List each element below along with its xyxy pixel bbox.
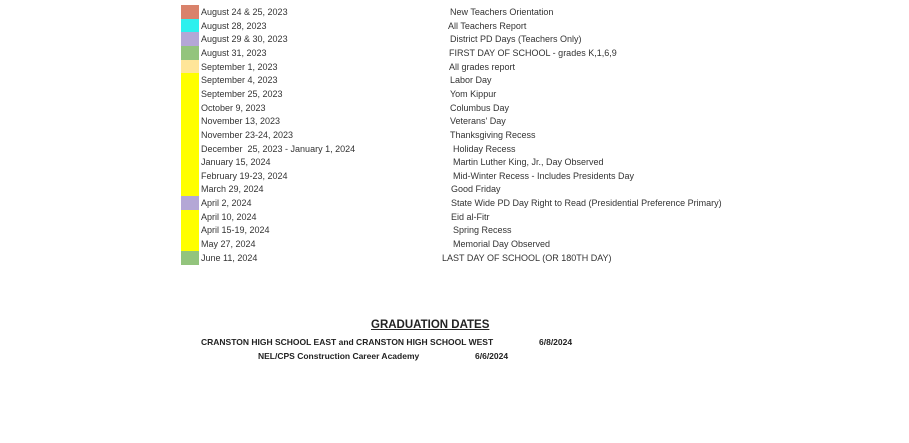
calendar-date: September 1, 2023 <box>201 61 278 72</box>
calendar-event: LAST DAY OF SCHOOL (OR 180TH DAY) <box>442 252 612 263</box>
calendar-event: All grades report <box>449 61 516 72</box>
calendar-row <box>0 6 909 19</box>
calendar-row <box>0 197 909 210</box>
calendar-row <box>0 170 909 183</box>
calendar-date: April 10, 2024 <box>201 211 257 222</box>
color-swatch <box>181 5 199 19</box>
calendar-date: September 4, 2023 <box>201 75 278 86</box>
color-swatch <box>181 32 199 46</box>
calendar-row <box>0 74 909 87</box>
color-swatch <box>181 155 199 169</box>
color-swatch <box>181 169 199 183</box>
graduation-school-1: CRANSTON HIGH SCHOOL EAST and CRANSTON HIGH SCHOOL WEST <box>201 337 494 347</box>
color-swatch <box>181 210 199 224</box>
calendar-row <box>0 224 909 237</box>
calendar-row <box>0 211 909 224</box>
calendar-event: Spring Recess <box>453 225 512 236</box>
calendar-row <box>0 115 909 128</box>
calendar-row <box>0 33 909 46</box>
calendar-date: August 29 & 30, 2023 <box>201 34 288 45</box>
calendar-row <box>0 88 909 101</box>
calendar-event: Veterans' Day <box>450 116 506 127</box>
calendar-date: April 15-19, 2024 <box>201 225 270 236</box>
color-swatch <box>181 19 199 33</box>
color-swatch <box>181 196 199 210</box>
calendar-row <box>0 129 909 142</box>
calendar-event: Memorial Day Observed <box>453 239 551 250</box>
calendar-event: Martin Luther King, Jr., Day Observed <box>453 157 604 168</box>
calendar-event: Thanksgiving Recess <box>450 129 536 140</box>
graduation-school-2: NEL/CPS Construction Career Academy <box>258 351 420 361</box>
calendar-date: February 19-23, 2024 <box>201 170 288 181</box>
calendar-date: June 11, 2024 <box>201 252 258 263</box>
calendar-date: August 28, 2023 <box>201 20 267 31</box>
calendar-event: Columbus Day <box>450 102 510 113</box>
calendar-row <box>0 183 909 196</box>
calendar-event: Labor Day <box>450 75 492 86</box>
color-swatch <box>181 46 199 60</box>
calendar-event: Good Friday <box>451 184 501 195</box>
color-swatch <box>181 237 199 251</box>
graduation-date-1: 6/8/2024 <box>539 337 573 347</box>
calendar-date: November 23-24, 2023 <box>201 129 294 140</box>
calendar-event: Holiday Recess <box>453 143 516 154</box>
graduation-title: GRADUATION DATES <box>371 319 490 331</box>
calendar-row <box>0 20 909 33</box>
calendar-date: October 9, 2023 <box>201 102 266 113</box>
calendar-event: District PD Days (Teachers Only) <box>450 34 582 45</box>
calendar-event: New Teachers Orientation <box>450 7 554 17</box>
calendar-date: August 24 & 25, 2023 <box>201 7 288 17</box>
color-swatch <box>181 60 199 74</box>
color-swatch <box>181 114 199 128</box>
calendar-row <box>0 143 909 156</box>
color-swatch <box>181 142 199 156</box>
calendar-row <box>0 102 909 115</box>
color-swatch <box>181 101 199 115</box>
calendar-row <box>0 61 909 74</box>
calendar-date: January 15, 2024 <box>201 157 271 168</box>
calendar-date: September 25, 2023 <box>201 88 283 99</box>
calendar-date: March 29, 2024 <box>201 184 264 195</box>
color-swatch <box>181 87 199 101</box>
calendar-date: August 31, 2023 <box>201 47 267 58</box>
color-swatch <box>181 128 199 142</box>
calendar-date: December 25, 2023 - January 1, 2024 <box>201 143 356 154</box>
calendar-row <box>0 156 909 169</box>
calendar-row <box>0 252 909 265</box>
color-swatch <box>181 251 199 265</box>
calendar-date: May 27, 2024 <box>201 239 256 250</box>
calendar-event: All Teachers Report <box>448 20 527 31</box>
calendar-row <box>0 238 909 251</box>
calendar-event: State Wide PD Day Right to Read (Presidential Preference Primary) <box>451 198 722 209</box>
color-swatch <box>181 73 199 87</box>
calendar-event: FIRST DAY OF SCHOOL - grades K,1,6,9 <box>449 47 617 58</box>
calendar-date: November 13, 2023 <box>201 116 281 127</box>
calendar-event: Eid al-Fitr <box>451 211 490 222</box>
calendar-date: April 2, 2024 <box>201 198 252 209</box>
calendar-row <box>0 47 909 60</box>
calendar-event: Mid-Winter Recess - Includes Presidents Day <box>453 170 635 181</box>
graduation-date-2: 6/6/2024 <box>475 351 509 361</box>
color-swatch <box>181 182 199 196</box>
color-swatch <box>181 223 199 237</box>
calendar-event: Yom Kippur <box>450 88 497 99</box>
